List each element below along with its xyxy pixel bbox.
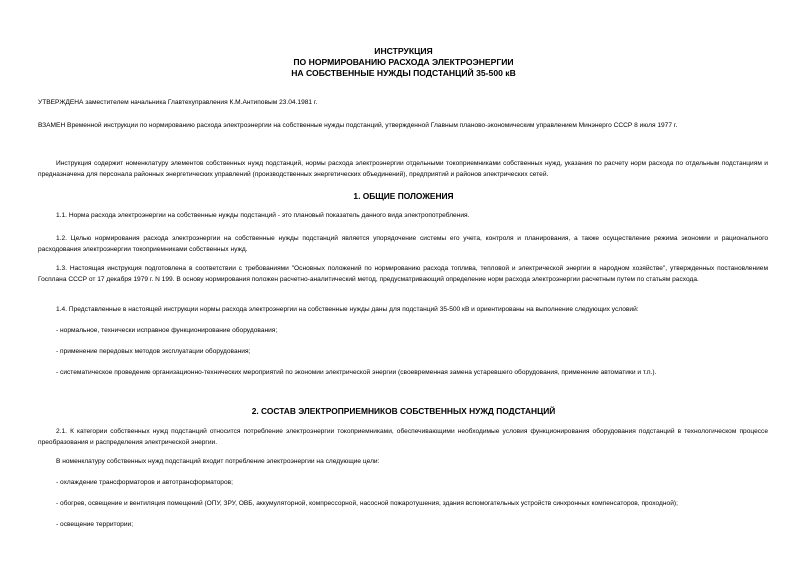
approved-note: УТВЕРЖДЕНА заместителем начальника Главтехуправления К.М.Антиповым 23.04.1981 г. [38, 99, 318, 106]
paragraph-1-2: 1.2. Целью нормирования расхода электроэнергии на собственные нужды подстанций является упорядочение системы его учета, контроля и планирования, а также осуществление режима экономии и рационального расходования электроэнергии токоприемниками собственных нужд. [38, 235, 768, 254]
list-item: - применение передовых методов эксплуатации оборудования; [56, 348, 251, 355]
intro-paragraph: Инструкция содержит номенклатуру элементов собственных нужд подстанций, нормы расхода электроэнергии отдельными токоприемниками собственных нужд, указания по расчету норм расхода по отдельным подстанциям и предназначена для персонала районных энергетических управлений (производственных энергетических объединений), предприятий и районов электрических сетей. [38, 160, 768, 179]
list-item: - систематическое проведение организационно-технических мероприятий по экономии электрической энергии (своевременная замена устаревшего оборудования, применение автоматики и т.п.). [56, 369, 657, 376]
title-line-1: ИНСТРУКЦИЯ [374, 46, 433, 56]
paragraph-1-4: 1.4. Представленные в настоящей инструкции нормы расхода электроэнергии на собственные нужды даны для подстанций 35-500 кВ и ориентированы на выполнение следующих условий: [56, 306, 639, 313]
section-2-heading: 2. СОСТАВ ЭЛЕКТРОПРИЕМНИКОВ СОБСТВЕННЫХ НУЖД ПОДСТАНЦИЙ [251, 406, 556, 416]
list-item: - освещение территории; [56, 521, 134, 528]
replaces-note: ВЗАМЕН Временной инструкции по нормированию расхода электроэнергии на собственные нужды подстанций, утвержденной Главным планово-экономическим управлением Минэнерго СССР 8 июля 1977 г. [38, 122, 678, 129]
title-line-3: НА СОБСТВЕННЫЕ НУЖДЫ ПОДСТАНЦИЙ 35-500 кВ [291, 68, 516, 78]
title-line-2: ПО НОРМИРОВАНИЮ РАСХОДА ЭЛЕКТРОЭНЕРГИИ [293, 57, 514, 67]
list-item: - охлаждение трансформаторов и автотрансформаторов; [56, 479, 233, 486]
nomenclature-intro: В номенклатуру собственных нужд подстанций входит потребление электроэнергии на следующие цели: [56, 458, 380, 465]
list-item: - нормальное, технически исправное функционирование оборудования; [56, 327, 278, 334]
paragraph-1-3: 1.3. Настоящая инструкция подготовлена в соответствии с требованиями "Основных положений по нормированию расхода топлива, тепловой и электрической энергии в народном хозяйстве", утвержденных постановлением Госплана СССР от 17 декабря 1979 г. N 199. В основу нормирования положен расчетно-аналитический метод, предусматривающий определение норм расхода электроэнергии расчетным путем по статьям расхода. [38, 265, 768, 284]
paragraph-1-1: 1.1. Норма расхода электроэнергии на собственные нужды подстанций - это плановый показатель данного вида электропотребления. [56, 212, 470, 219]
list-item: - обогрев, освещение и вентиляция помещений (ОПУ, ЗРУ, ОВБ, аккумуляторной, компрессорной, насосной пожаротушения, здания вспомогательных устройств синхронных компенсаторов, проходной); [56, 500, 678, 507]
section-1-heading: 1. ОБЩИЕ ПОЛОЖЕНИЯ [353, 191, 454, 201]
paragraph-2-1: 2.1. К категории собственных нужд подстанций относится потребление электроэнергии токоприемниками, обеспечивающими необходимые условия функционирования оборудования подстанций в технологическом процессе преобразования и распределения электрической энергии. [38, 428, 768, 447]
document-title [0, 46, 807, 79]
